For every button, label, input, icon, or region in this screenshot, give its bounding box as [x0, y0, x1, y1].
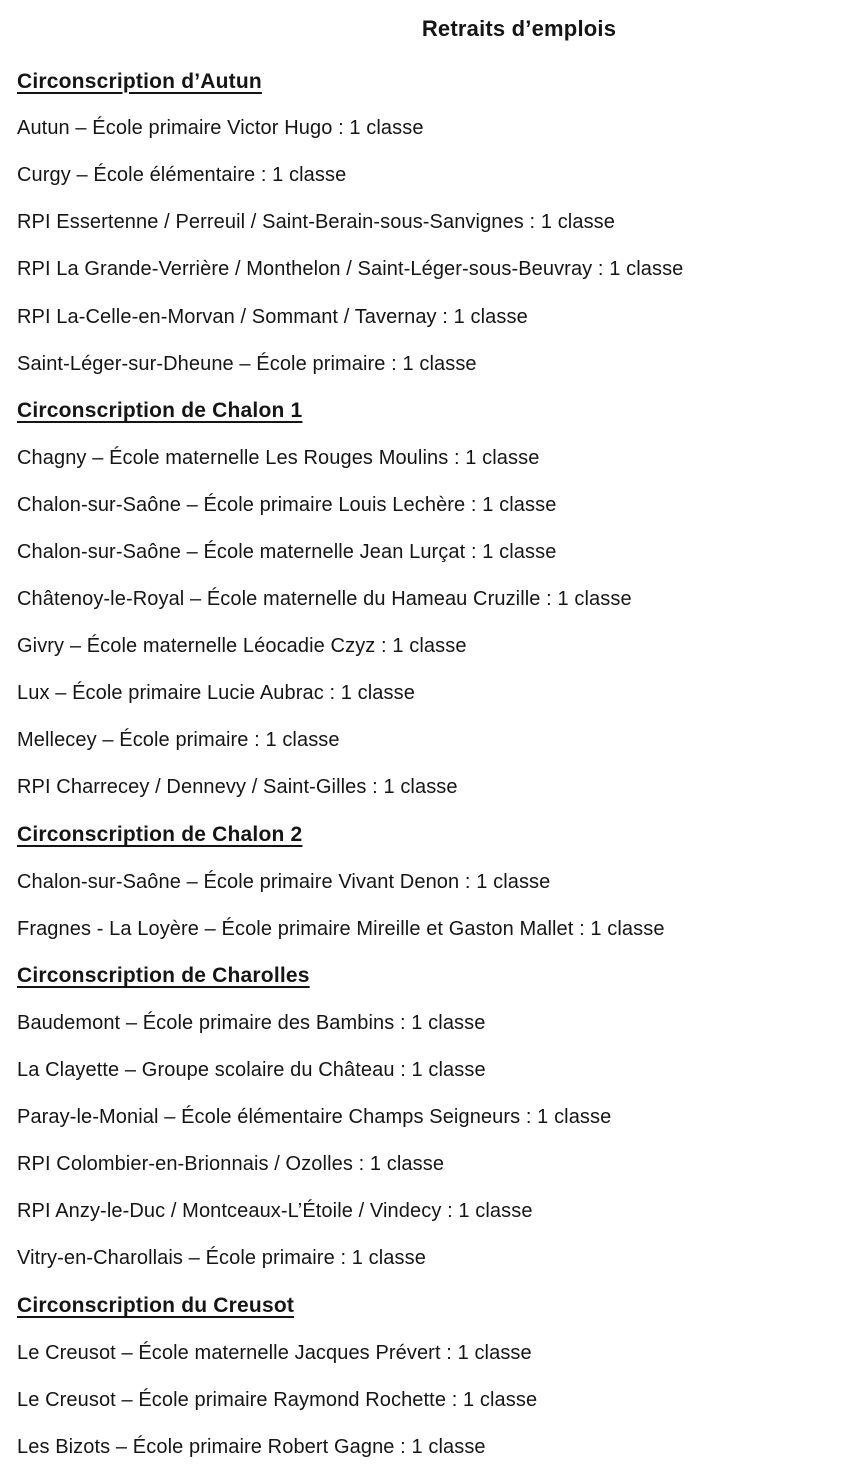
- entry-row: [0, 717, 843, 764]
- entry-text: RPI Colombier-en-Brionnais / Ozolles : 1 classe: [17, 1153, 445, 1176]
- section-heading: Circonscription du Creusot: [17, 1293, 295, 1317]
- entry-text: Baudemont – École primaire des Bambins : 1 classe: [17, 1011, 486, 1034]
- entry-text: Paray-le-Monial – École élémentaire Champs Seigneurs : 1 classe: [17, 1106, 612, 1129]
- entry-text: Fragnes - La Loyère – École primaire Mireille et Gaston Mallet : 1 classe: [17, 917, 665, 940]
- entry-text: Lux – École primaire Lucie Aubrac : 1 classe: [17, 682, 415, 705]
- section-heading: Circonscription de Charolles: [17, 964, 310, 988]
- entry-row: [0, 529, 843, 576]
- entry-text: Saint-Léger-sur-Dheune – École primaire : 1 classe: [17, 352, 477, 375]
- entry-text: RPI La Grande-Verrière / Monthelon / Saint-Léger-sous-Beuvray : 1 classe: [17, 258, 684, 281]
- entry-text: La Clayette – Groupe scolaire du Château : 1 classe: [17, 1059, 486, 1082]
- entry-text: RPI Anzy-le-Duc / Montceaux-L’Étoile / Vindecy : 1 classe: [17, 1200, 533, 1223]
- entry-row: [0, 906, 843, 953]
- section-heading: Circonscription d’Autun: [17, 69, 262, 93]
- entry-row: [0, 623, 843, 670]
- entry-row: [0, 293, 843, 340]
- section-heading: Circonscription de Chalon 2: [17, 823, 303, 847]
- entry-row: [0, 246, 843, 293]
- document-title-row: [0, 0, 843, 58]
- entry-text: Le Creusot – École primaire Raymond Rochette : 1 classe: [17, 1388, 538, 1411]
- entry-row: [0, 1188, 843, 1235]
- section-heading: Circonscription de Chalon 1: [17, 399, 303, 423]
- entry-text: Châtenoy-le-Royal – École maternelle du Hameau Cruzille : 1 classe: [17, 588, 632, 611]
- entry-text: Chalon-sur-Saône – École maternelle Jean Lurçat : 1 classe: [17, 540, 557, 563]
- entry-text: Givry – École maternelle Léocadie Czyz : 1 classe: [17, 635, 467, 658]
- entry-row: [0, 1377, 843, 1424]
- entry-row: [0, 152, 843, 199]
- entry-text: Le Creusot – École maternelle Jacques Prévert : 1 classe: [17, 1341, 532, 1364]
- entry-row: [0, 199, 843, 246]
- entry-row: [0, 435, 843, 482]
- entry-row: [0, 1235, 843, 1282]
- entry-row: [0, 105, 843, 152]
- entry-text: Chalon-sur-Saône – École primaire Louis Lechère : 1 classe: [17, 493, 557, 516]
- entry-text: RPI La-Celle-en-Morvan / Sommant / Tavernay : 1 classe: [17, 305, 528, 328]
- entry-text: Mellecey – École primaire : 1 classe: [17, 729, 340, 752]
- entry-row: [0, 1141, 843, 1188]
- entry-text: Les Bizots – École primaire Robert Gagne : 1 classe: [17, 1435, 486, 1458]
- entry-text: RPI Essertenne / Perreuil / Saint-Berain-sous-Sanvignes : 1 classe: [17, 211, 615, 234]
- section-heading-row: [0, 812, 843, 859]
- entry-text: Chagny – École maternelle Les Rouges Moulins : 1 classe: [17, 446, 540, 469]
- entry-row: [0, 1330, 843, 1377]
- entry-row: [0, 1094, 843, 1141]
- entry-row: [0, 1424, 843, 1471]
- entry-text: Chalon-sur-Saône – École primaire Vivant Denon : 1 classe: [17, 870, 551, 893]
- entry-row: [0, 859, 843, 906]
- entry-row: [0, 341, 843, 388]
- entry-row: [0, 1047, 843, 1094]
- entry-row: [0, 1000, 843, 1047]
- entry-text: Vitry-en-Charollais – École primaire : 1 classe: [17, 1247, 426, 1270]
- entry-text: Autun – École primaire Victor Hugo : 1 classe: [17, 117, 424, 140]
- section-heading-row: [0, 388, 843, 435]
- entry-text: Curgy – École élémentaire : 1 classe: [17, 164, 347, 187]
- entry-row: [0, 764, 843, 811]
- entry-text: RPI Charrecey / Dennevy / Saint-Gilles : 1 classe: [17, 776, 458, 799]
- document-body: [0, 58, 843, 1471]
- section-heading-row: [0, 953, 843, 1000]
- entry-row: [0, 670, 843, 717]
- document-title: Retraits d’emplois: [421, 16, 617, 41]
- section-heading-row: [0, 1282, 843, 1329]
- section-heading-row: [0, 58, 843, 105]
- entry-row: [0, 482, 843, 529]
- entry-row: [0, 576, 843, 623]
